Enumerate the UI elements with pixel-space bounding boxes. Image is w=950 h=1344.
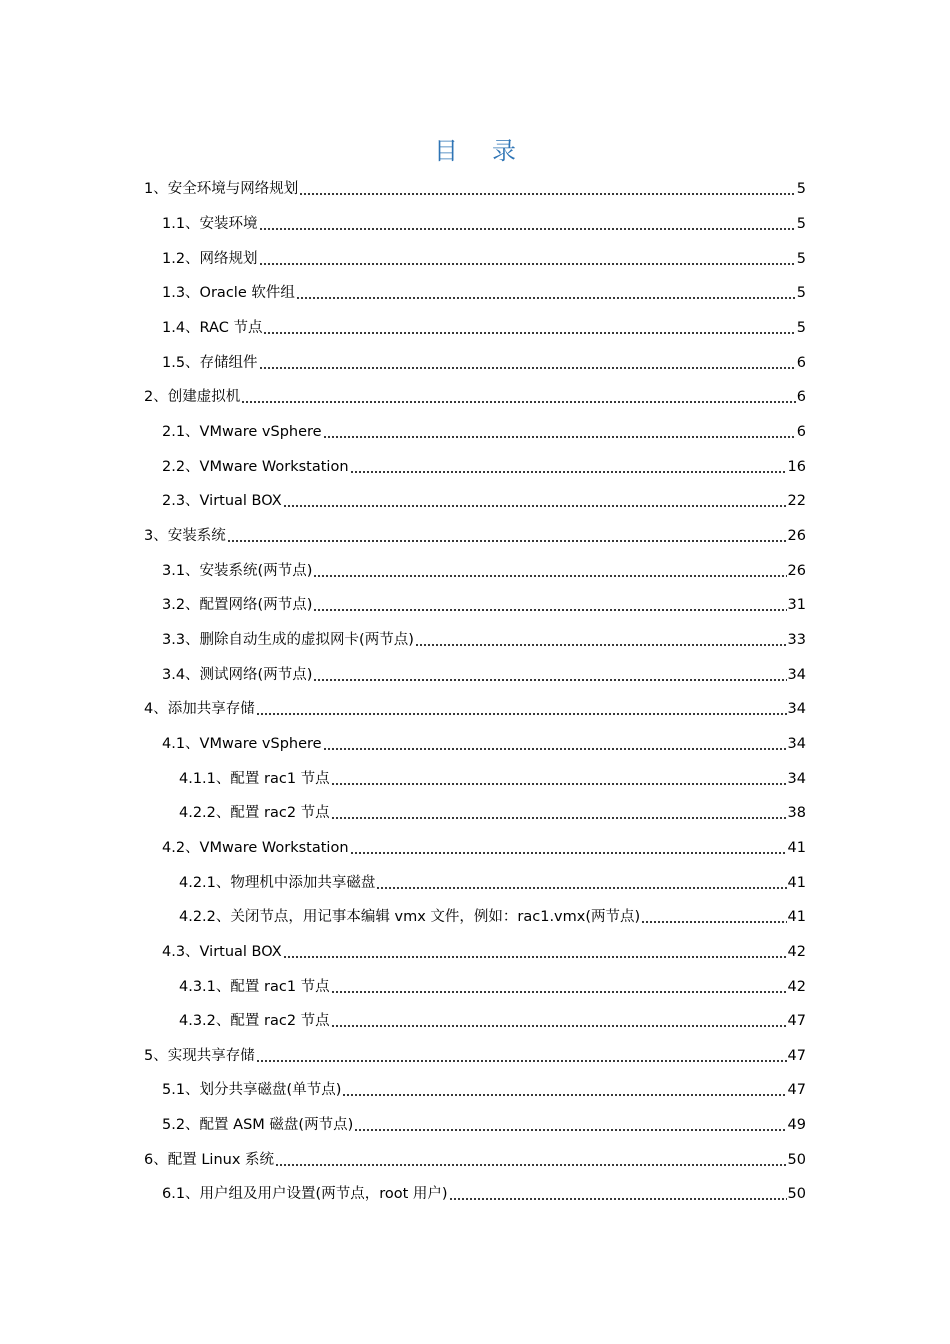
toc-dot-leader xyxy=(354,1115,786,1135)
toc-entry-text: 4.2、VMware Workstation xyxy=(162,839,349,856)
toc-dot-leader xyxy=(449,1184,787,1204)
toc-entry-text: 5、实现共享存储 xyxy=(144,1047,255,1064)
toc-title: 目录 xyxy=(434,137,550,165)
toc-entry-text: 4.2.2、关闭节点，用记事本编辑 vmx 文件，例如：rac1.vmx(两节点) xyxy=(179,909,641,926)
toc-entry-text: 4.2.2、配置 rac2 节点 xyxy=(179,805,330,822)
toc-entry-level-2[interactable] xyxy=(162,484,806,519)
toc-page-number: 47 xyxy=(787,1047,806,1064)
toc-entry-text: 1、安全环境与网络规划 xyxy=(144,181,299,198)
toc-entry-text: 2、创建虚拟机 xyxy=(144,389,241,406)
toc-dot-leader xyxy=(256,1046,787,1066)
toc-page-number: 26 xyxy=(787,527,806,544)
toc-entry-text: 1.3、Oracle 软件组 xyxy=(162,285,295,302)
toc-page-number: 41 xyxy=(787,839,806,856)
toc-dot-leader xyxy=(415,630,787,650)
toc-entry-text: 4.1.1、配置 rac1 节点 xyxy=(179,770,330,787)
toc-page-number: 47 xyxy=(787,1013,806,1030)
toc-entry-level-3[interactable] xyxy=(179,1004,806,1039)
toc-entry-text: 5.1、划分共享磁盘(单节点) xyxy=(162,1082,342,1099)
toc-dot-leader xyxy=(350,838,787,858)
toc-entry-text: 4.2.1、物理机中添加共享磁盘 xyxy=(179,874,376,891)
toc-entry-text: 2.3、Virtual BOX xyxy=(162,493,282,510)
toc-entry-level-3[interactable] xyxy=(179,796,806,831)
toc-entry-text: 4.1、VMware vSphere xyxy=(162,735,322,752)
toc-dot-leader xyxy=(313,561,786,581)
toc-entry-text: 4.3.1、配置 rac1 节点 xyxy=(179,978,330,995)
toc-page-number: 49 xyxy=(787,1117,806,1134)
toc-entry-text: 3.1、安装系统(两节点) xyxy=(162,562,313,579)
toc-page-number: 34 xyxy=(787,701,806,718)
toc-dot-leader xyxy=(331,769,787,789)
toc-dot-leader xyxy=(256,699,787,719)
toc-page-number: 42 xyxy=(787,978,806,995)
toc-dot-leader xyxy=(227,526,787,546)
toc-dot-leader xyxy=(296,283,796,303)
toc-page-number: 41 xyxy=(787,909,806,926)
toc-dot-leader xyxy=(263,318,795,338)
toc-entry-text: 6.1、用户组及用户设置(两节点，root 用户) xyxy=(162,1186,448,1203)
toc-entry-text: 1.1、安装环境 xyxy=(162,215,258,232)
toc-entry-text: 4.3.2、配置 rac2 节点 xyxy=(179,1013,330,1030)
toc-entry-level-1[interactable] xyxy=(144,1142,806,1177)
toc-page-number: 5 xyxy=(796,285,806,302)
toc-page-number: 22 xyxy=(787,493,806,510)
toc-entry-level-2[interactable] xyxy=(162,449,806,484)
toc-page-number: 6 xyxy=(796,354,806,371)
toc-dot-leader xyxy=(323,422,796,442)
toc-entry-level-2[interactable] xyxy=(162,1073,806,1108)
toc-entry-text: 2.2、VMware Workstation xyxy=(162,458,349,475)
toc-entry-text: 4.3、Virtual BOX xyxy=(162,943,282,960)
toc-entry-level-2[interactable] xyxy=(162,311,806,346)
toc-page-number: 34 xyxy=(787,666,806,683)
toc-page-number: 38 xyxy=(787,805,806,822)
toc-entry-level-1[interactable] xyxy=(144,1039,806,1074)
toc-page-number: 50 xyxy=(787,1151,806,1168)
toc-dot-leader xyxy=(331,803,787,823)
toc-entry-level-1[interactable] xyxy=(144,172,806,207)
toc-page-number: 6 xyxy=(796,423,806,440)
toc-page-number: 5 xyxy=(796,215,806,232)
toc-entry-text: 3、安装系统 xyxy=(144,527,226,544)
toc-page-number: 5 xyxy=(796,181,806,198)
toc-entry-text: 3.2、配置网络(两节点) xyxy=(162,597,313,614)
toc-dot-leader xyxy=(331,1011,787,1031)
toc-entry-text: 2.1、VMware vSphere xyxy=(162,423,322,440)
toc-page-number: 42 xyxy=(787,943,806,960)
toc-entry-level-2[interactable] xyxy=(162,553,806,588)
toc-entry-text: 1.2、网络规划 xyxy=(162,250,258,267)
toc-dot-leader xyxy=(259,214,796,234)
toc-entry-text: 3.4、测试网络(两节点) xyxy=(162,666,313,683)
toc-dot-leader xyxy=(299,179,796,199)
toc-entry-level-2[interactable] xyxy=(162,623,806,658)
toc-dot-leader xyxy=(259,249,796,269)
toc-entry-level-3[interactable] xyxy=(179,761,806,796)
toc-entry-level-2[interactable] xyxy=(162,345,806,380)
toc-entry-level-2[interactable] xyxy=(162,727,806,762)
toc-entry-text: 1.5、存储组件 xyxy=(162,354,258,371)
toc-entry-level-3[interactable] xyxy=(179,865,806,900)
toc-page-number: 6 xyxy=(796,389,806,406)
toc-page-number: 50 xyxy=(787,1186,806,1203)
toc-page-number: 41 xyxy=(787,874,806,891)
toc-dot-leader xyxy=(376,873,786,893)
toc-page-number: 5 xyxy=(796,319,806,336)
toc-dot-leader xyxy=(241,387,796,407)
toc-page-number: 47 xyxy=(787,1082,806,1099)
toc-entry-level-2[interactable] xyxy=(162,935,806,970)
toc-entry-level-1[interactable] xyxy=(144,692,806,727)
toc-entry-level-3[interactable] xyxy=(179,969,806,1004)
toc-entry-level-1[interactable] xyxy=(144,380,806,415)
toc-dot-leader xyxy=(323,734,787,754)
toc-page-number: 26 xyxy=(787,562,806,579)
toc-entry-level-2[interactable] xyxy=(162,588,806,623)
toc-dot-leader xyxy=(259,353,796,373)
toc-page-number: 34 xyxy=(787,770,806,787)
toc-entry-level-2[interactable] xyxy=(162,415,806,450)
toc-dot-leader xyxy=(283,491,787,511)
toc-entry-text: 6、配置 Linux 系统 xyxy=(144,1151,275,1168)
toc-dot-leader xyxy=(313,665,786,685)
toc-entry-level-1[interactable] xyxy=(144,519,806,554)
toc-entry-text: 1.4、RAC 节点 xyxy=(162,319,263,336)
toc-page-number: 34 xyxy=(787,735,806,752)
toc-entry-level-2[interactable] xyxy=(162,207,806,242)
toc-page-number: 5 xyxy=(796,250,806,267)
toc-entry-text: 4、添加共享存储 xyxy=(144,701,255,718)
toc-page-number: 31 xyxy=(787,597,806,614)
toc-entry-level-2[interactable] xyxy=(162,657,806,692)
toc-dot-leader xyxy=(313,595,786,615)
toc-dot-leader xyxy=(350,457,787,477)
toc-entry-level-2[interactable] xyxy=(162,276,806,311)
toc-entry-level-2[interactable] xyxy=(162,831,806,866)
toc-page-number: 33 xyxy=(787,631,806,648)
toc-dot-leader xyxy=(275,1150,787,1170)
toc-entry-level-3[interactable] xyxy=(179,900,806,935)
toc-entry-text: 3.3、删除自动生成的虚拟网卡(两节点) xyxy=(162,631,414,648)
toc-entry-text: 5.2、配置 ASM 磁盘(两节点) xyxy=(162,1117,354,1134)
toc-dot-leader xyxy=(342,1080,786,1100)
toc-entry-level-2[interactable] xyxy=(162,1108,806,1143)
toc-dot-leader xyxy=(283,942,787,962)
toc-dot-leader xyxy=(331,977,787,997)
toc-entry-level-2[interactable] xyxy=(162,241,806,276)
toc-dot-leader xyxy=(641,907,786,927)
toc-page-number: 16 xyxy=(787,458,806,475)
toc-entry-level-2[interactable] xyxy=(162,1177,806,1212)
